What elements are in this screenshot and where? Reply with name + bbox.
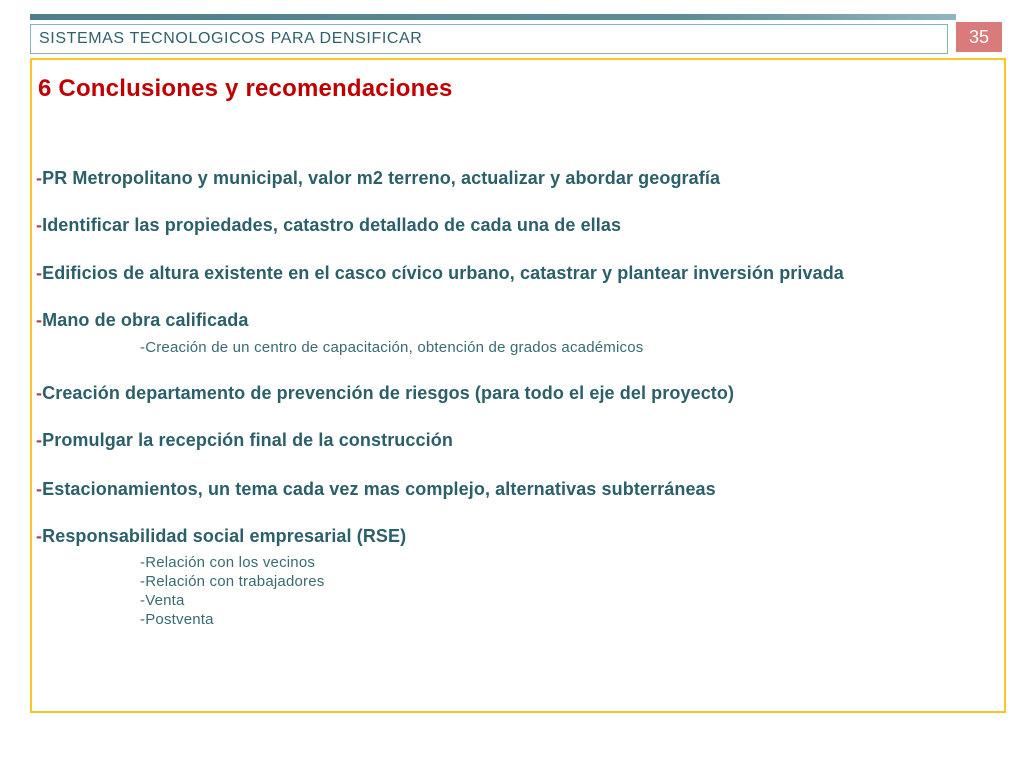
sub-bullet-vecinos: -Relación con los vecinos: [140, 554, 316, 571]
bullet-item-2: [36, 214, 621, 236]
bullet-dash: -: [36, 168, 43, 188]
top-accent-bar: [30, 14, 956, 20]
page-number: 35: [968, 26, 990, 47]
bullet-text: Estacionamientos, un tema cada vez mas complejo, alternativas subterráneas: [42, 479, 716, 499]
bullet-item-7: [36, 478, 716, 500]
bullet-text: Identificar las propiedades, catastro detallado de cada una de ellas: [42, 215, 622, 235]
slide-header-box: [30, 24, 948, 54]
bullet-item-5: [36, 382, 734, 404]
sub-bullet-trabajadores: -Relación con trabajadores: [140, 573, 325, 590]
bullet-item-3: [36, 262, 844, 284]
bullet-text: PR Metropolitano y municipal, valor m2 terreno, actualizar y abordar geografía: [42, 168, 721, 188]
bullet-text: Edificios de altura existente en el casco cívico urbano, catastrar y plantear inversión privada: [42, 263, 844, 283]
bullet-text: Creación departamento de prevención de riesgos (para todo el eje del proyecto): [42, 383, 735, 403]
section-heading: 6 Conclusiones y recomendaciones: [38, 75, 453, 102]
bullet-dash: -: [36, 263, 43, 283]
bullet-dash: -: [36, 430, 43, 450]
bullet-text: Promulgar la recepción final de la construcción: [42, 430, 453, 450]
bullet-dash: -: [36, 479, 43, 499]
page-number-badge: [956, 22, 1002, 52]
bullet-text: Mano de obra calificada: [42, 310, 249, 330]
sub-bullet-capacitacion: -Creación de un centro de capacitación, obtención de grados académicos: [140, 339, 644, 356]
bullet-text: Responsabilidad social empresarial (RSE): [42, 526, 407, 546]
slide-header-title: SISTEMAS TECNOLOGICOS PARA DENSIFICAR: [39, 30, 423, 47]
sub-bullet-venta: -Venta: [140, 592, 185, 609]
bullet-dash: -: [36, 526, 43, 546]
bullet-dash: -: [36, 310, 43, 330]
bullet-item-4: [36, 309, 248, 331]
bullet-dash: -: [36, 215, 43, 235]
bullet-dash: -: [36, 383, 43, 403]
bullet-item-8: [36, 525, 406, 547]
bullet-item-1: [36, 167, 720, 189]
bullet-item-6: [36, 429, 453, 451]
sub-bullet-postventa: -Postventa: [140, 611, 214, 628]
